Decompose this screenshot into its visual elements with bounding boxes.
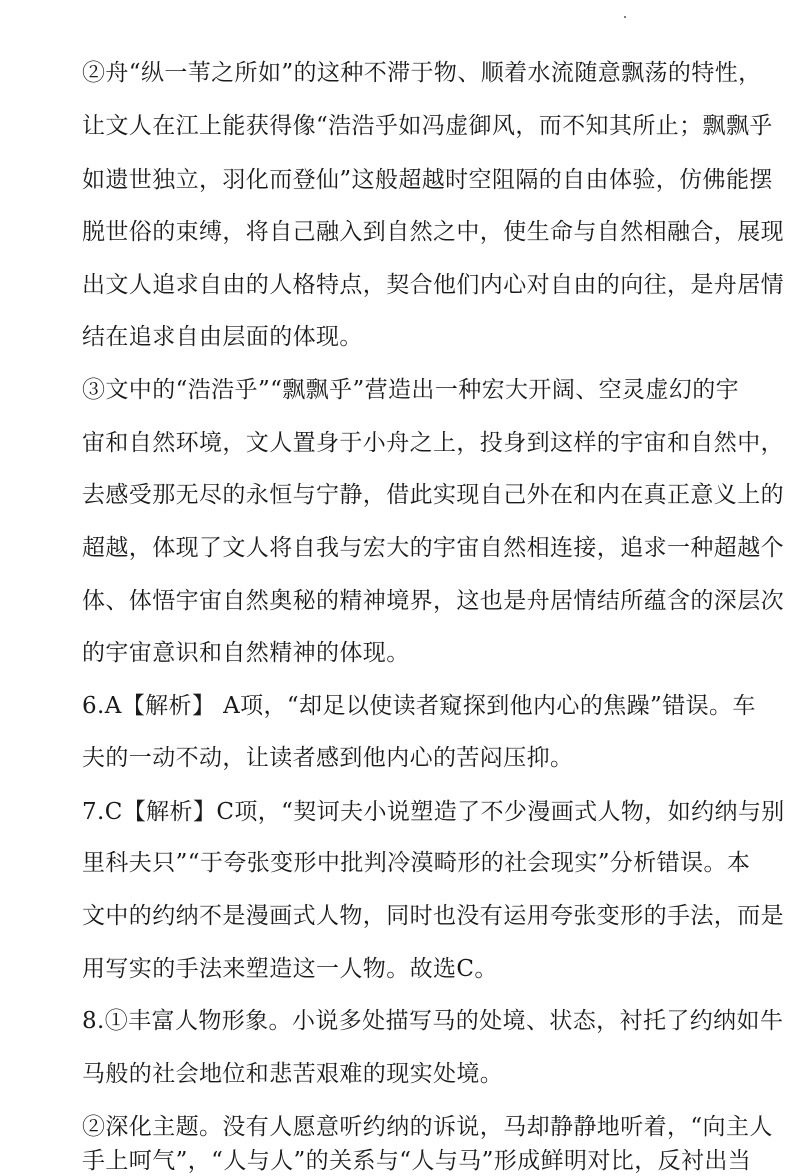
answer-6-line: 夫的一动不动，让读者感到他内心的苦闷压抑。 (82, 745, 574, 771)
scan-speck (624, 16, 626, 18)
text-line: ③文中的“浩浩乎”“飘飘乎”营造出一种宏大开阔、空灵虚幻的宇 (82, 377, 740, 403)
text-line: 超越，体现了文人将自我与宏大的宇宙自然相连接，追求一种超越个 (82, 535, 784, 561)
answer-7-line: 文中的约纳不是漫画式人物，同时也没有运用夸张变形的手法，而是 (82, 903, 784, 929)
answer-8-line: 手上呵气”，“人与人”的关系与“人与马”形成鲜明对比，反衬出当 (82, 1148, 752, 1174)
answer-6-line: 6.A【解析】 A项，“却足以使读者窥探到他内心的焦躁”错误。车 (82, 693, 756, 719)
text-line: ②舟“纵一苇之所如”的这种不滞于物、顺着水流随意飘荡的特性， (82, 60, 762, 86)
text-line: 如遗世独立，羽化而登仙”这般超越时空阻隔的自由体验，仿佛能摆 (82, 167, 773, 193)
text-line: 脱世俗的束缚，将自己融入到自然之中，使生命与自然相融合，展现 (82, 219, 784, 245)
text-line: 宙和自然环境，文人置身于小舟之上，投身到这样的宇宙和自然中， (82, 430, 784, 456)
answer-7-line: 里科夫只”“于夸张变形中批判冷漠畸形的社会现实”分析错误。本 (82, 850, 751, 876)
text-line: 体、体悟宇宙自然奥秘的精神境界，这也是舟居情结所蕴含的深层次 (82, 588, 784, 614)
text-line: 让文人在江上能获得像“浩浩乎如冯虚御风，而不知其所止；飘飘乎 (82, 113, 773, 139)
answer-8-line: 马般的社会地位和悲苦艰难的现实处境。 (82, 1061, 504, 1087)
text-line: 去感受那无尽的永恒与宁静，借此实现自己外在和内在真正意义上的 (82, 482, 784, 508)
answer-8-line: ②深化主题。没有人愿意听约纳的诉说，马却静静地听着，“向主人 (82, 1114, 773, 1140)
answer-7-line: 用写实的手法来塑造这一人物。故选C。 (82, 956, 498, 982)
text-line: 出文人追求自由的人格特点，契合他们内心对自由的向往，是舟居情 (82, 272, 784, 298)
text-line: 结在追求自由层面的体现。 (82, 324, 363, 350)
answer-7-line: 7.C【解析】C项，“契诃夫小说塑造了不少漫画式人物，如约纳与别 (82, 799, 785, 825)
text-line: 的宇宙意识和自然精神的体现。 (82, 640, 410, 666)
answer-8-line: 8.①丰富人物形象。小说多处描写马的处境、状态，衬托了约纳如牛 (82, 1008, 784, 1034)
